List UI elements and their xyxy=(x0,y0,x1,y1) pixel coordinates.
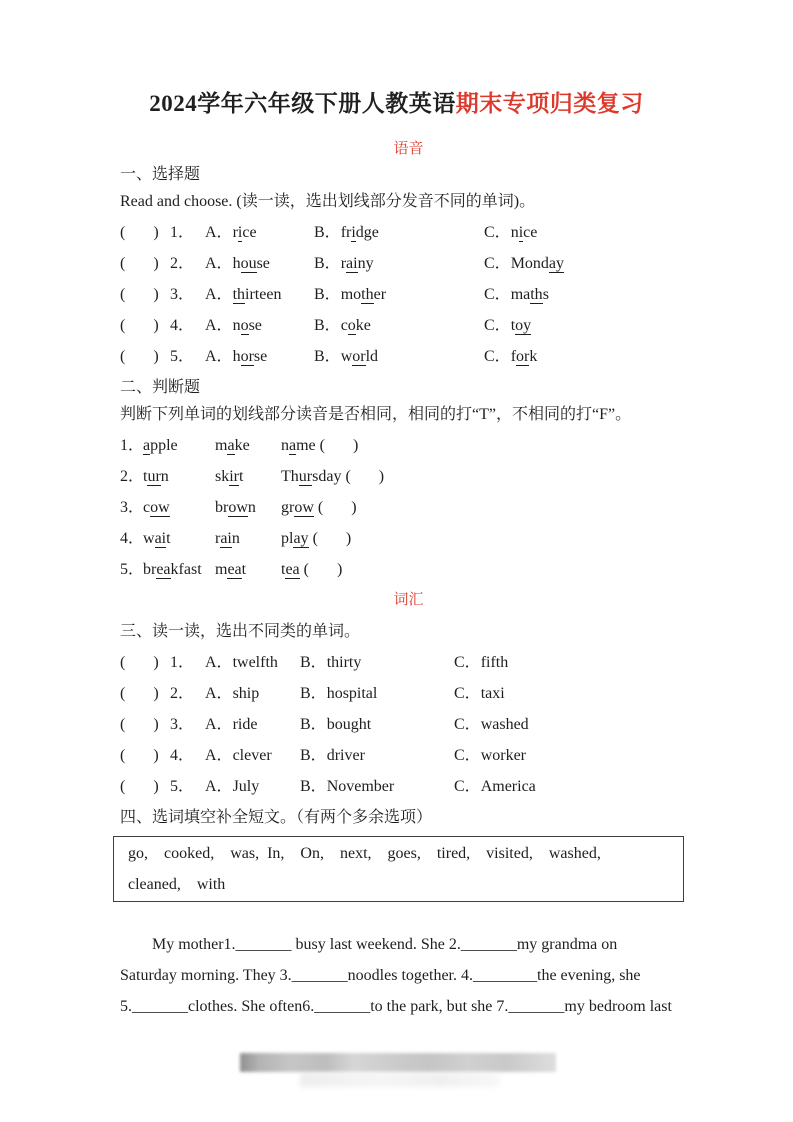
option-label: B． xyxy=(300,778,327,795)
item-number: 2． xyxy=(170,255,195,272)
option-c xyxy=(454,709,697,740)
option-label: A． xyxy=(205,317,233,334)
option-label: C． xyxy=(484,255,511,272)
passage-line: Saturday morning. They 3._______noodles together. 4.________the evening, she xyxy=(120,967,641,984)
option-b xyxy=(300,678,454,709)
option-word: worker xyxy=(480,747,526,764)
choice-row xyxy=(120,678,697,709)
underlined-part: ay xyxy=(548,255,565,272)
option-b xyxy=(314,341,484,372)
item-number: 5． xyxy=(170,348,195,365)
underlined-part: or xyxy=(352,348,366,365)
underlined-part: a xyxy=(227,437,235,454)
option-c xyxy=(484,279,697,310)
choice-row xyxy=(120,279,697,310)
choice-row xyxy=(120,740,697,771)
option-label: C． xyxy=(484,317,511,334)
option-c xyxy=(484,310,697,341)
item-number: 3． xyxy=(170,286,195,303)
underlined-part: o xyxy=(240,317,249,334)
judge-row xyxy=(120,492,697,523)
underlined-part: i xyxy=(237,224,243,241)
option-label: B． xyxy=(314,286,341,303)
title-black-part: 2024学年六年级下册人教英语 xyxy=(149,91,456,116)
option-word: Monday xyxy=(510,255,565,272)
underlined-part: ow xyxy=(150,499,170,516)
passage-line: My mother1._______ busy last weekend. She 2._______my grandma on xyxy=(152,936,618,953)
judge-row xyxy=(120,461,697,492)
option-b xyxy=(300,709,454,740)
answer-parens: ( ) xyxy=(120,778,159,795)
choice-row xyxy=(120,341,697,372)
option-word: nice xyxy=(510,224,538,241)
option-c xyxy=(454,740,697,771)
option-label: B． xyxy=(300,654,327,671)
title-red-part: 期末专项归类复习 xyxy=(455,91,644,116)
option-label: A． xyxy=(205,654,233,671)
underlined-part: ea xyxy=(156,561,171,578)
underlined-part: ai xyxy=(154,530,167,547)
word-bank xyxy=(113,836,684,902)
section-heading-judge: 二、判断题 xyxy=(120,379,201,396)
option-word: thirty xyxy=(326,654,362,671)
underlined-part: th xyxy=(232,286,246,303)
underlined-part: ay xyxy=(293,530,309,547)
answer-parens: ( ) xyxy=(120,747,159,764)
option-c xyxy=(484,248,697,279)
option-label: B． xyxy=(314,255,341,272)
classify-item-list xyxy=(120,647,697,802)
option-a xyxy=(205,678,300,709)
item-number: 5． xyxy=(120,561,145,578)
option-word: driver xyxy=(326,747,365,764)
option-c xyxy=(484,341,697,372)
answer-parens: ( ) xyxy=(313,499,357,516)
option-label: B． xyxy=(300,685,327,702)
choice-row xyxy=(120,310,697,341)
judge-word: make xyxy=(215,437,250,454)
underlined-part: a xyxy=(143,437,151,454)
underlined-part: o xyxy=(347,317,356,334)
cloze-passage xyxy=(120,929,697,1022)
judge-word: rain xyxy=(215,530,240,547)
judge-word: play xyxy=(281,530,309,547)
option-label: C． xyxy=(454,778,481,795)
option-b xyxy=(300,647,454,678)
judge-word: grow xyxy=(281,499,314,516)
answer-parens: ( ) xyxy=(299,561,343,578)
underlined-part: ow xyxy=(294,499,314,516)
option-label: A． xyxy=(205,224,233,241)
answer-parens: ( ) xyxy=(120,348,159,365)
answer-parens: ( ) xyxy=(120,286,159,303)
judge-row xyxy=(120,430,697,461)
answer-parens: ( ) xyxy=(120,317,159,334)
judge-instruction: 判断下列单词的划线部分读音是否相同，相同的打“T”，不相同的打“F”。 xyxy=(120,406,632,423)
option-b xyxy=(300,740,454,771)
option-word: clever xyxy=(232,747,272,764)
underlined-part: ai xyxy=(220,530,232,547)
judge-word: name xyxy=(281,437,316,454)
option-word: nose xyxy=(232,317,262,334)
option-c xyxy=(454,678,697,709)
option-word: fifth xyxy=(480,654,509,671)
option-label: B． xyxy=(300,716,327,733)
choice-row xyxy=(120,771,697,802)
option-label: C． xyxy=(454,685,481,702)
option-word: twelfth xyxy=(232,654,278,671)
section-heading-choice: 一、选择题 xyxy=(120,166,201,183)
option-word: ship xyxy=(232,685,260,702)
option-b xyxy=(300,771,454,802)
option-label: C． xyxy=(484,286,511,303)
section-heading-classify: 三、读一读，选出不同类的单词。 xyxy=(120,623,361,640)
choice-row xyxy=(120,647,697,678)
answer-parens: ( ) xyxy=(308,530,352,547)
option-word: coke xyxy=(340,317,371,334)
option-label: B． xyxy=(314,317,341,334)
option-word: fork xyxy=(510,348,538,365)
underlined-part: ea xyxy=(285,561,300,578)
option-word: toy xyxy=(510,317,532,334)
item-number: 2． xyxy=(120,468,145,485)
option-word: world xyxy=(340,348,379,365)
judge-word: Thursday xyxy=(281,468,342,485)
underlined-part: th xyxy=(530,286,543,303)
underlined-part: i xyxy=(518,224,524,241)
option-a xyxy=(205,740,300,771)
option-label: C． xyxy=(454,654,481,671)
underlined-part: ow xyxy=(228,499,248,516)
option-c xyxy=(484,217,697,248)
option-a xyxy=(205,341,314,372)
option-label: A． xyxy=(205,348,233,365)
underlined-part: ur xyxy=(298,468,313,485)
option-label: A． xyxy=(205,685,233,702)
underlined-part: or xyxy=(240,348,254,365)
option-label: C． xyxy=(454,716,481,733)
option-word: mother xyxy=(340,286,387,303)
option-label: A． xyxy=(205,747,233,764)
option-word: America xyxy=(480,778,536,795)
option-c xyxy=(454,647,697,678)
option-word: rainy xyxy=(340,255,374,272)
choice-row xyxy=(120,709,697,740)
answer-parens: ( ) xyxy=(120,255,159,272)
item-number: 2． xyxy=(170,685,195,702)
underlined-part: a xyxy=(289,437,297,454)
option-a xyxy=(205,709,300,740)
judge-word: wait xyxy=(143,530,171,547)
item-number: 1． xyxy=(170,654,195,671)
passage-line: 5._______clothes. She often6._______to the park, but she 7._______my bedroom last xyxy=(120,998,672,1015)
underlined-part: th xyxy=(361,286,374,303)
judge-word: brown xyxy=(215,499,256,516)
section-banner-vocab: 词汇 xyxy=(393,592,424,608)
option-word: ride xyxy=(232,716,258,733)
item-number: 1． xyxy=(170,224,195,241)
worksheet-content xyxy=(120,134,697,1022)
answer-parens: ( ) xyxy=(120,685,159,702)
option-b xyxy=(314,279,484,310)
underlined-part: i xyxy=(351,224,356,241)
judge-word: cow xyxy=(143,499,170,516)
choice-row xyxy=(120,248,697,279)
option-word: taxi xyxy=(480,685,505,702)
option-label: A． xyxy=(205,716,233,733)
option-label: A． xyxy=(205,778,233,795)
option-word: horse xyxy=(232,348,268,365)
judge-row xyxy=(120,554,697,585)
option-c xyxy=(454,771,697,802)
option-label: A． xyxy=(205,255,233,272)
option-word: July xyxy=(232,778,260,795)
underlined-part: ur xyxy=(147,468,161,485)
item-number: 4． xyxy=(120,530,145,547)
answer-parens: ( ) xyxy=(341,468,385,485)
answer-parens: ( ) xyxy=(315,437,359,454)
option-a xyxy=(205,248,314,279)
judge-item-list xyxy=(120,430,697,585)
judge-word: apple xyxy=(143,437,178,454)
option-word: hospital xyxy=(326,685,378,702)
option-word: house xyxy=(232,255,270,272)
judge-word: meat xyxy=(215,561,247,578)
underlined-part: or xyxy=(516,348,530,365)
option-label: C． xyxy=(484,224,511,241)
word-bank-line: cleaned, with xyxy=(128,876,226,893)
underlined-part: ea xyxy=(227,561,242,578)
underlined-part: ou xyxy=(240,255,257,272)
option-label: B． xyxy=(314,224,341,241)
option-b xyxy=(314,217,484,248)
item-number: 1． xyxy=(120,437,145,454)
option-word: maths xyxy=(510,286,549,303)
underlined-part: oy xyxy=(515,317,532,334)
option-label: C． xyxy=(454,747,481,764)
choice-item-list xyxy=(120,217,697,372)
item-number: 4． xyxy=(170,317,195,334)
item-number: 4． xyxy=(170,747,195,764)
answer-parens: ( ) xyxy=(120,224,159,241)
item-number: 3． xyxy=(170,716,195,733)
section-banner-phonics: 语音 xyxy=(393,141,424,157)
word-bank-line: go, cooked, was, In, On, next, goes, tired, visited, washed, xyxy=(128,845,601,862)
judge-row xyxy=(120,523,697,554)
page-title xyxy=(0,0,793,120)
judge-word: tea xyxy=(281,561,300,578)
underlined-part: ai xyxy=(346,255,358,272)
answer-parens: ( ) xyxy=(120,716,159,733)
item-number: 3． xyxy=(120,499,145,516)
option-a xyxy=(205,310,314,341)
option-a xyxy=(205,647,300,678)
option-word: November xyxy=(326,778,395,795)
item-number: 5． xyxy=(170,778,195,795)
option-word: thirteen xyxy=(232,286,282,303)
choice-instruction: Read and choose. (读一读，选出划线部分发音不同的单词)。 xyxy=(120,193,536,210)
choice-row xyxy=(120,217,697,248)
section-heading-cloze: 四、选词填空补全短文。（有两个多余选项） xyxy=(120,809,433,826)
option-label: C． xyxy=(484,348,511,365)
underlined-part: ir xyxy=(229,468,240,485)
option-word: rice xyxy=(232,224,257,241)
option-word: fridge xyxy=(340,224,379,241)
option-b xyxy=(314,310,484,341)
option-a xyxy=(205,771,300,802)
option-label: A． xyxy=(205,286,233,303)
judge-word: breakfast xyxy=(143,561,202,578)
option-a xyxy=(205,279,314,310)
option-label: B． xyxy=(314,348,341,365)
option-a xyxy=(205,217,314,248)
option-word: bought xyxy=(326,716,372,733)
option-word: washed xyxy=(480,716,529,733)
blurred-watermark xyxy=(240,1053,556,1072)
option-b xyxy=(314,248,484,279)
judge-word: turn xyxy=(143,468,169,485)
option-label: B． xyxy=(300,747,327,764)
judge-word: skirt xyxy=(215,468,244,485)
answer-parens: ( ) xyxy=(120,654,159,671)
